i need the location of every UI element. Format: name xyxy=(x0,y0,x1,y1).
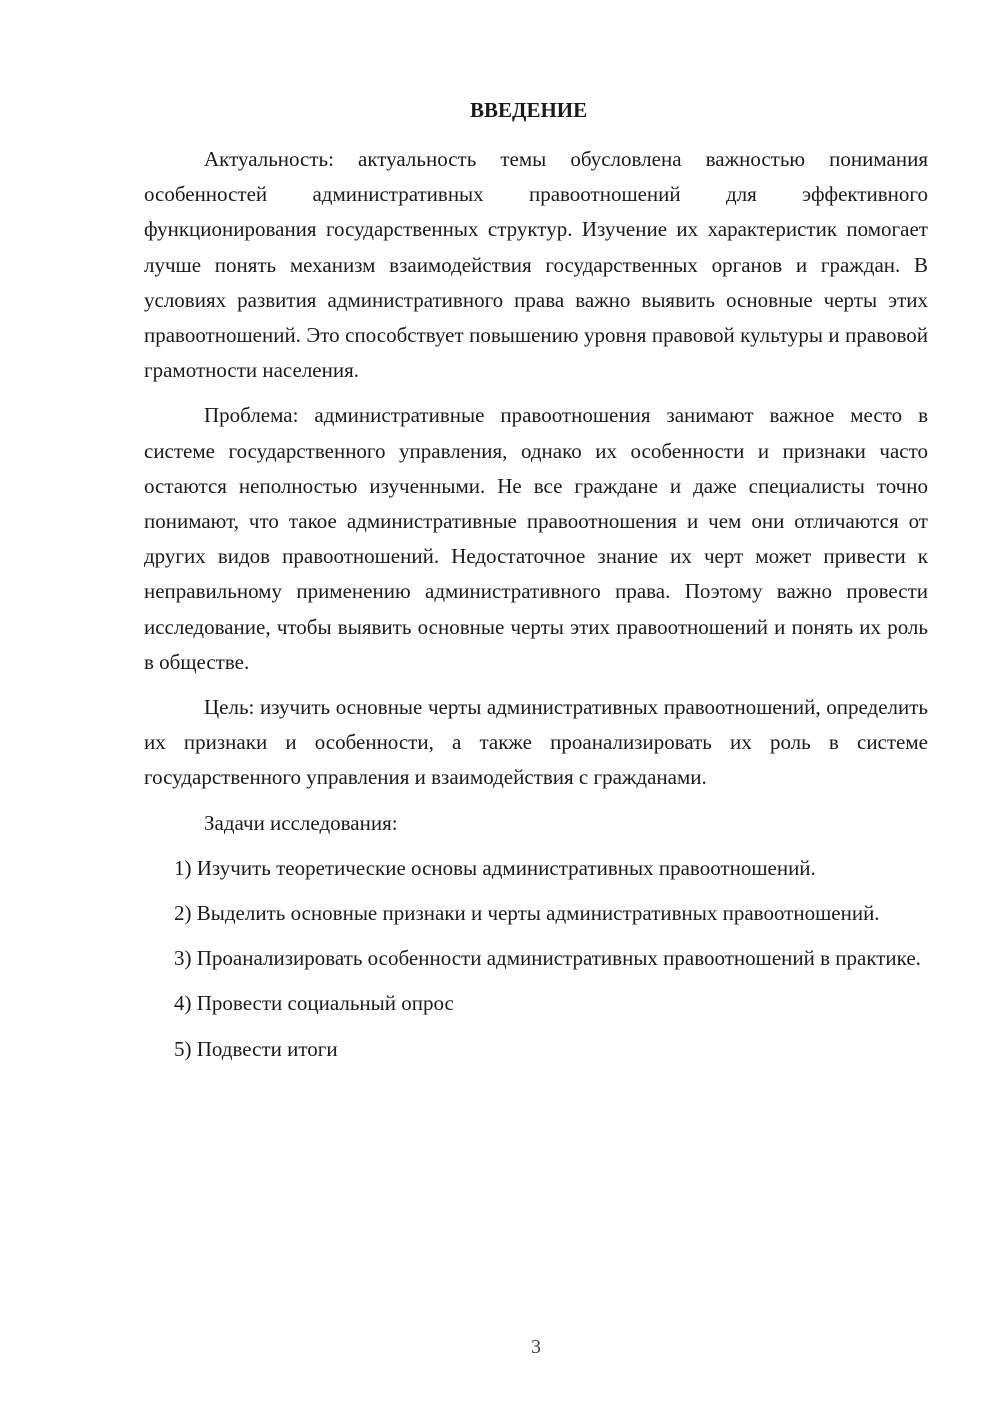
document-body xyxy=(144,142,928,1077)
task-item-5: 5) Подвести итоги xyxy=(174,1036,338,1061)
task-item-2: 2) Выделить основные признаки и черты административных правоотношений. xyxy=(174,901,880,926)
page-number: 3 xyxy=(531,1336,541,1358)
task-item-3: 3) Проанализировать особенности административных правоотношений в практике. xyxy=(174,946,921,971)
paragraph-relevance: Актуальность: актуальность темы обусловлена важностью понимания особенностей административных правоотношений для эффективного функционирования государственных структур. Изучение их характеристик помогает лучше понять механизм взаимодействия государственных органов и граждан. В условиях развития административного права важно выявить основные черты этих правоотношений. Это способствует повышению уровня правовой культуры и правовой грамотности населения. xyxy=(144,147,928,383)
section-title-text: ВВЕДЕНИЕ xyxy=(470,98,588,122)
task-item-4: 4) Провести социальный опрос xyxy=(174,991,454,1016)
paragraph-problem: Проблема: административные правоотношения занимают важное место в системе государственного управления, однако их особенности и признаки часто остаются неполностью изученными. Не все граждане и даже специалисты точно понимают, что такое административные правоотношения и чем они отличаются от других видов правоотношений. Недостаточное знание их черт может привести к неправильному применению административного права. Поэтому важно провести исследование, чтобы выявить основные черты этих правоотношений и понять их роль в обществе. xyxy=(144,403,928,674)
paragraph-goal: Цель: изучить основные черты административных правоотношений, определить их признаки и особенности, а также проанализировать их роль в системе государственного управления и взаимодействия с гражданами. xyxy=(144,695,928,790)
paragraph-tasks-heading: Задачи исследования: xyxy=(204,810,398,835)
task-item-1: 1) Изучить теоретические основы административных правоотношений. xyxy=(174,855,816,880)
